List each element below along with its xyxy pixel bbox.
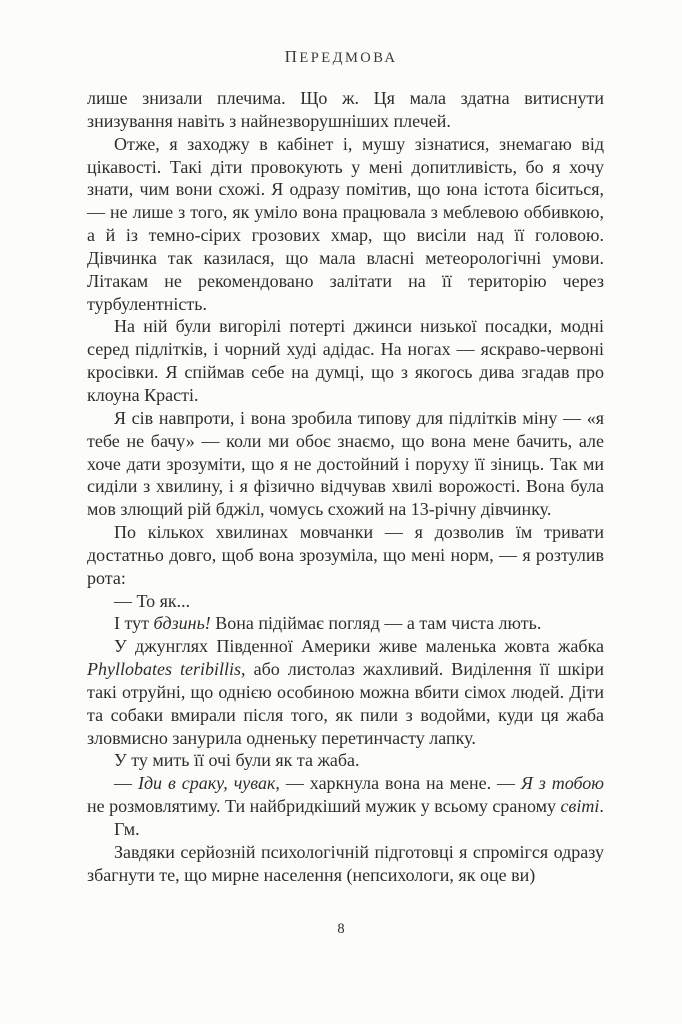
- page-number: 8: [337, 921, 345, 937]
- paragraph: У джунглях Південної Америки живе маленька жовта жабка Phyllobates teribillis, або листолаз жахливий. Виділення її шкіри такі отруйні, що однією особиною можна вбити сімох людей. Діти та собаки вмирали після того, як пили з водойми, куди ця жаба зловмисно занурила одненьку перетинчасту лапку.: [87, 636, 604, 748]
- paragraph: Отже, я заходжу в кабінет і, мушу зізнатися, знемагаю від цікавості. Такі діти провокують у мені допитливість, бо я хочу знати, чим вони схожі. Я одразу помітив, що юна істота біситься, — не лише з того, як уміло вона працювала з меблевою оббивкою, а й із темно-сірих грозових хмар, що висіли над її головою. Дівчинка так казилася, що мала власні метеорологічні умови. Літакам не рекомендовано залітати на її територію через турбулентність.: [87, 133, 604, 314]
- paragraph: І тут бдзинь! Вона підіймає погляд — а там чиста лють.: [114, 613, 542, 634]
- paragraph: У ту мить її очі були як та жаба.: [114, 750, 360, 771]
- body-text-block: [87, 87, 604, 887]
- paragraph: Я сів навпроти, і вона зробила типову для підлітків міну — «я тебе не бачу» — коли ми обоє знаємо, що вона мене бачить, але хоче дати зрозуміти, що я не достойний і поруху її зіниць. Так ми сиділи з хвилину, і я фізично відчував хвилі ворожості. Вона була мов злющий рій бджіл, чомусь схожий на 13-річну дівчинку.: [87, 407, 604, 520]
- paragraph: Гм.: [114, 819, 140, 839]
- paragraph: Завдяки серйозній психологічній підготовці я спромігся одразу збагнути те, що мирне населення (непсихологи, як оце ви): [87, 841, 604, 885]
- paragraph: лише знизали плечима. Що ж. Ця мала здатна витиснути знизування навіть з найнезворушніших плечей.: [87, 88, 604, 131]
- paragraph: — Іди в сраку, чувак, — харкнула вона на мене. — Я з тобою не розмовлятиму. Ти найбридкіший мужик у всьому сраному світі.: [87, 773, 605, 817]
- chapter-title: ПЕРЕДМОВА: [284, 47, 398, 66]
- paragraph: — То як...: [114, 590, 191, 611]
- paragraph: На ній були вигорілі потерті джинси низької посадки, модні серед підлітків, і чорний худі адідас. На ногах — яскраво-червоні кросівки. Я спіймав себе на думці, що з якогось дива згадав про клоуна Красті.: [87, 316, 604, 405]
- paragraph: По кількох хвилинах мовчанки — я дозволив їм тривати достатньо довго, щоб вона зрозуміла, що мені норм, — я розтулив рота:: [87, 522, 604, 588]
